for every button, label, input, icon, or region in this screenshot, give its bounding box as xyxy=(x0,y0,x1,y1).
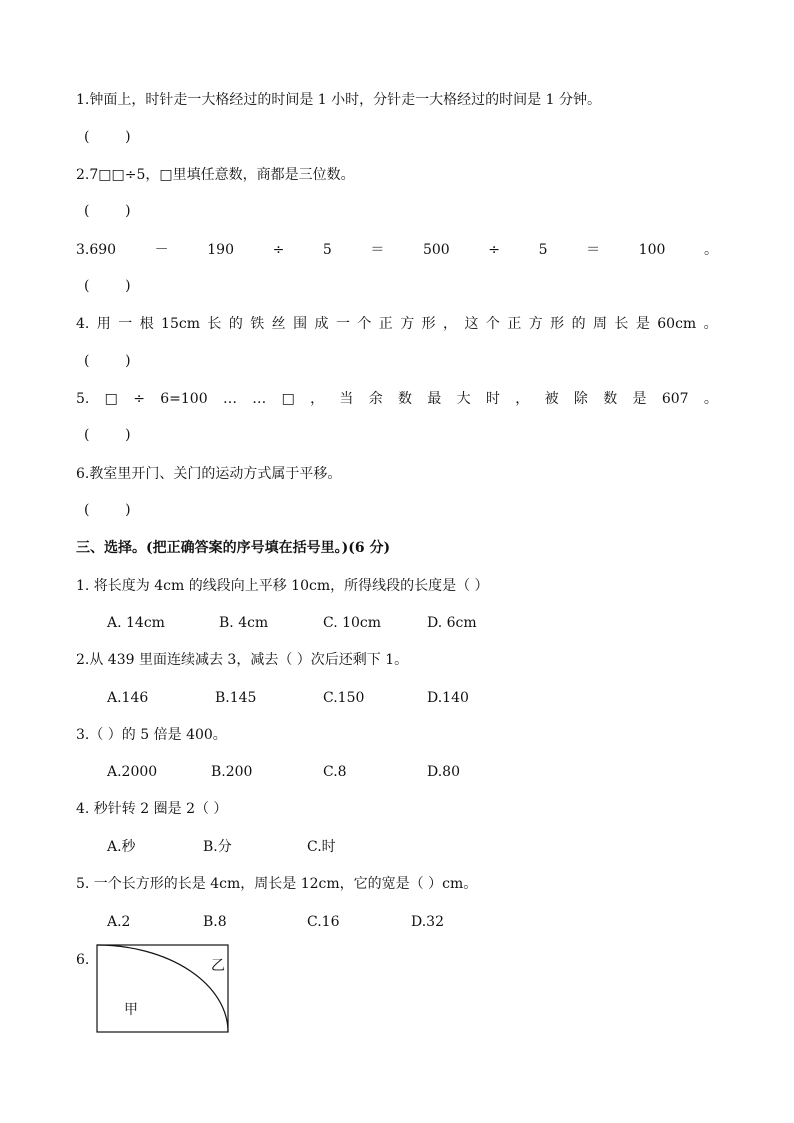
text-token: 用 xyxy=(96,316,111,332)
text-token: … xyxy=(222,391,237,407)
text-token: 形 xyxy=(550,316,565,332)
text-token: 4. xyxy=(76,316,90,332)
text-token: 方 xyxy=(400,316,415,332)
text-token: 除 xyxy=(573,391,588,407)
region-label-jia: 甲 xyxy=(124,1002,138,1018)
text-token: ÷ xyxy=(272,242,285,258)
option[interactable]: C.16 xyxy=(307,914,340,930)
quarter-circle-figure xyxy=(96,944,230,1034)
choice-question-4: 4. 秒针转 2 圈是 2（ ） xyxy=(76,801,228,817)
option[interactable]: A.2000 xyxy=(107,764,158,780)
text-token: □ xyxy=(281,391,295,407)
answer-paren-1[interactable]: ( ) xyxy=(84,129,131,145)
text-token: 。 xyxy=(703,242,718,258)
judgement-item-5 xyxy=(76,389,718,409)
text-token: 。 xyxy=(703,391,718,407)
text-token: 是 xyxy=(635,316,650,332)
text-token: 的 xyxy=(228,316,243,332)
text-token: ， xyxy=(515,391,530,407)
text-token: 3.690 xyxy=(76,242,117,258)
option[interactable]: C.8 xyxy=(323,764,347,780)
text-token: － xyxy=(154,242,169,258)
option[interactable]: B.分 xyxy=(203,839,232,855)
option[interactable]: D.80 xyxy=(427,764,460,780)
option[interactable]: A.2 xyxy=(107,914,131,930)
choice-question-5: 5. 一个长方形的长是 4cm，周长是 12cm，它的宽是（ ）cm。 xyxy=(76,876,478,892)
text-token: 数 xyxy=(603,391,618,407)
option[interactable]: B.200 xyxy=(211,764,253,780)
answer-paren-3[interactable]: ( ) xyxy=(84,278,131,294)
text-token: ＝ xyxy=(370,242,385,258)
text-token: 成 xyxy=(314,316,329,332)
text-token: 正 xyxy=(378,316,393,332)
option[interactable]: A. 14cm xyxy=(107,615,165,631)
text-token: ÷ xyxy=(488,242,500,258)
section-heading: 三、选择。(把正确答案的序号填在括号里。)(6 分) xyxy=(76,540,391,556)
choice-question-2: 2.从 439 里面连续减去 3，减去（ ）次后还剩下 1。 xyxy=(76,652,409,668)
text-token: 根 xyxy=(139,316,154,332)
text-token: 时 xyxy=(485,391,500,407)
text-token: 丝 xyxy=(271,316,286,332)
judgement-item-2: 2.7□□÷5，□里填任意数，商都是三位数。 xyxy=(76,167,355,183)
option[interactable]: A.秒 xyxy=(107,839,136,855)
text-token: 方 xyxy=(528,316,543,332)
text-token: 一 xyxy=(118,316,133,332)
text-token: 5 xyxy=(322,242,332,258)
text-token: 周 xyxy=(593,316,607,332)
option[interactable]: D. 6cm xyxy=(427,615,477,631)
text-token: 围 xyxy=(293,316,308,332)
figure-arc xyxy=(97,945,228,1032)
text-token: 60cm xyxy=(657,316,697,332)
text-token: 个 xyxy=(357,316,372,332)
text-token: 190 xyxy=(207,242,234,258)
text-token: 余 xyxy=(368,391,383,407)
text-token: ， xyxy=(310,391,325,407)
text-token: 6=100 xyxy=(160,391,208,407)
text-token: 当 xyxy=(339,391,354,407)
judgement-item-3 xyxy=(76,240,718,260)
option[interactable]: C.150 xyxy=(323,690,365,706)
judgement-item-1: 1.钟面上，时针走一大格经过的时间是 1 小时，分针走一大格经过的时间是 1 分钟。 xyxy=(76,92,601,108)
option[interactable]: B.8 xyxy=(203,914,227,930)
text-token: ， xyxy=(443,316,458,332)
text-token: 数 xyxy=(398,391,413,407)
option[interactable]: D.140 xyxy=(427,690,469,706)
text-token: … xyxy=(252,391,267,407)
judgement-item-6: 6.教室里开门、关门的运动方式属于平移。 xyxy=(76,466,342,482)
text-token: 的 xyxy=(571,316,586,332)
text-token: 500 xyxy=(422,242,450,258)
option[interactable]: C.时 xyxy=(307,839,336,855)
answer-paren-2[interactable]: ( ) xyxy=(84,203,131,219)
answer-paren-4[interactable]: ( ) xyxy=(84,353,131,369)
choice-question-6-label: 6. xyxy=(76,952,90,968)
choice-question-1: 1. 将长度为 4cm 的线段向上平移 10cm，所得线段的长度是（ ） xyxy=(76,578,489,594)
text-token: 长 xyxy=(614,316,629,332)
text-token: ÷ xyxy=(133,391,145,407)
text-token: 100 xyxy=(638,242,666,258)
text-token: 607 xyxy=(661,391,689,407)
text-token: 最 xyxy=(427,391,442,407)
figure-rectangle xyxy=(97,945,228,1032)
answer-paren-6[interactable]: ( ) xyxy=(84,502,131,518)
text-token: ＝ xyxy=(586,242,601,258)
option[interactable]: D.32 xyxy=(411,914,444,930)
text-token: 大 xyxy=(456,391,471,407)
text-token: 15cm xyxy=(161,316,200,332)
text-token: 5 xyxy=(538,242,548,258)
answer-paren-5[interactable]: ( ) xyxy=(84,427,131,443)
option[interactable]: A.146 xyxy=(107,690,149,706)
text-token: 形 xyxy=(421,316,436,332)
option[interactable]: B.145 xyxy=(215,690,257,706)
text-token: 正 xyxy=(507,316,522,332)
choice-question-3: 3.（ ）的 5 倍是 400。 xyxy=(76,727,227,743)
text-token: 铁 xyxy=(250,316,265,332)
region-label-yi: 乙 xyxy=(211,958,225,974)
text-token: □ xyxy=(104,391,118,407)
text-token: 一 xyxy=(335,316,350,332)
text-token: 是 xyxy=(632,391,647,407)
option[interactable]: C. 10cm xyxy=(323,615,382,631)
text-token: 。 xyxy=(703,316,718,332)
option[interactable]: B. 4cm xyxy=(219,615,269,631)
text-token: 被 xyxy=(544,391,559,407)
text-token: 长 xyxy=(207,316,222,332)
text-token: 5. xyxy=(76,391,90,407)
text-token: 这 xyxy=(464,316,479,332)
judgement-item-4 xyxy=(76,314,718,334)
text-token: 个 xyxy=(485,316,500,332)
